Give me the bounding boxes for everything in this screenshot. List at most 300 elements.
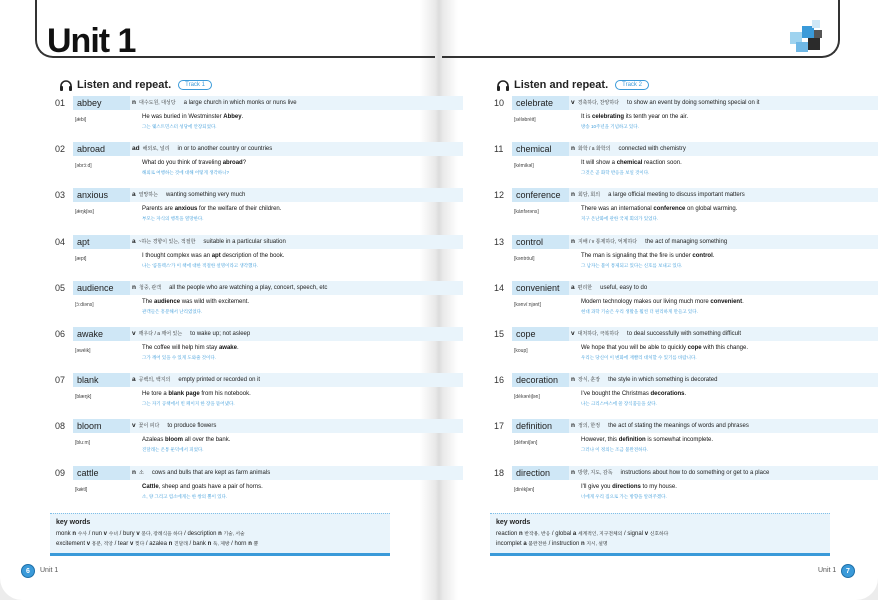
example-text: reaction soon.	[642, 160, 682, 167]
example-text: I'll give you	[581, 483, 613, 490]
separator: /	[550, 531, 556, 537]
example-text: on global warming.	[685, 206, 738, 213]
entry-word[interactable]: abroad	[73, 142, 131, 156]
example-text: Modern technology makes our living much more	[581, 298, 711, 305]
example-text: It is	[581, 114, 593, 120]
example-keyword: abroad	[222, 160, 243, 167]
pronunciation: [kəntróul]	[514, 255, 535, 262]
key-word-korean: 기술, 서술	[223, 532, 245, 537]
entry-definition	[571, 142, 686, 156]
example-sentence	[142, 391, 251, 397]
key-word: incomplet	[496, 541, 522, 547]
vocab-entry	[55, 419, 463, 465]
key-word: tear	[117, 541, 129, 547]
example-keyword: audience	[154, 298, 181, 305]
entry-head	[494, 142, 570, 156]
korean-meaning: 경축하다, 찬양하다	[577, 100, 620, 106]
english-definition: to wake up; not asleep	[190, 331, 251, 337]
entry-word[interactable]: convenient	[512, 281, 570, 295]
vocab-entry	[55, 466, 463, 512]
entry-head	[494, 327, 570, 341]
example-text: its tenth year on the air.	[624, 114, 689, 120]
example-translation: 지구 온난화에 관한 국제 회의가 있었다.	[581, 216, 659, 222]
example-text: description of the book.	[220, 252, 285, 259]
korean-meaning: 대처하다, 극복하다	[577, 331, 620, 337]
example-keyword: chemical	[616, 160, 643, 167]
entry-head	[494, 235, 570, 249]
track-badge[interactable]: Track 2	[615, 80, 649, 90]
vocab-entry	[494, 373, 878, 419]
example-text: to my house.	[640, 483, 677, 490]
entry-head	[55, 235, 131, 249]
part-of-speech: ad	[132, 145, 140, 153]
separator: /	[182, 531, 188, 537]
vocab-entry	[55, 188, 463, 234]
example-text: .	[241, 114, 244, 120]
entry-head	[55, 188, 131, 202]
korean-meaning: ~하는 경향이 있는, 적절한	[138, 238, 196, 245]
example-text: .	[236, 345, 239, 351]
example-text: .	[684, 391, 687, 398]
vocab-entry	[494, 188, 878, 234]
example-sentence	[142, 437, 230, 443]
pronunciation: [kǽtl]	[75, 486, 88, 493]
english-definition: the style in which something is decorated	[608, 377, 718, 384]
key-word-pos: v	[644, 531, 649, 537]
entry-word[interactable]: chemical	[512, 142, 570, 156]
example-sentence	[142, 345, 239, 351]
entry-definition	[571, 188, 745, 202]
english-definition: instructions about how to do something or get to a place	[620, 469, 770, 476]
example-keyword: anxious	[174, 206, 198, 213]
example-translation: 현대 과학 기술은 우리 생활을 훨씬 더 편리하게 만들고 있다.	[581, 308, 698, 314]
example-text: We hope that you will be able to quickly	[581, 345, 688, 351]
english-definition: a large church in which monks or nuns live	[183, 100, 297, 106]
pronunciation: [əwéik]	[75, 348, 91, 354]
english-definition: the act of managing something	[645, 238, 728, 245]
headphone-icon	[497, 80, 509, 91]
part-of-speech: n	[132, 99, 136, 106]
english-definition: suitable in a particular situation	[203, 238, 286, 245]
entry-definition	[132, 235, 286, 249]
korean-meaning: 공백의, 백지의	[138, 377, 171, 384]
entry-number: 08	[55, 421, 66, 432]
part-of-speech: v	[571, 99, 575, 106]
entry-head	[494, 466, 570, 480]
example-sentence	[142, 484, 263, 490]
key-word-pos: n	[168, 541, 173, 547]
example-translation: 우리는 당신이 이 변화에 재빨리 대처할 수 있기를 바랍니다.	[581, 355, 697, 360]
vocab-entry	[55, 142, 463, 188]
korean-meaning: 대수도원, 대성당	[138, 100, 176, 106]
entry-number: 14	[494, 282, 505, 293]
entry-definition	[571, 419, 749, 433]
korean-meaning: 깨우다 / a 깨어 있는	[138, 331, 183, 337]
korean-meaning: 화학 / a 화학의	[577, 146, 611, 153]
entry-head	[55, 466, 131, 480]
korean-meaning: 편리한	[577, 284, 593, 291]
example-text: Azaleas	[142, 437, 166, 444]
example-text: from his notebook.	[199, 391, 251, 398]
example-translation: 그는 자기 공책에서 빈 페이지 한 장을 뜯어냈다.	[142, 401, 235, 407]
english-definition: in or to another country or countries	[177, 146, 273, 153]
key-word: instruction	[551, 541, 580, 547]
example-translation: 그것은 곧 화학 반응을 보일 것이다.	[581, 170, 650, 176]
entry-word[interactable]: anxious	[73, 188, 131, 202]
example-keyword: control	[692, 252, 713, 259]
entry-word[interactable]: cattle	[73, 466, 131, 480]
part-of-speech: v	[132, 422, 136, 430]
part-of-speech: n	[571, 468, 575, 476]
section-head-left	[60, 79, 212, 91]
example-text: The man is signaling that the fire is under	[581, 252, 693, 259]
separator: /	[187, 541, 193, 547]
separator: /	[546, 541, 552, 547]
example-text: ?	[242, 160, 247, 167]
key-word-korean: 수녀	[108, 532, 118, 537]
example-keyword: apt	[211, 252, 221, 259]
key-word-korean: 뿔	[253, 542, 259, 547]
track-badge[interactable]: Track 1	[178, 80, 212, 90]
entry-word[interactable]: control	[512, 235, 570, 249]
key-word-pos: n	[207, 541, 212, 547]
example-text: for the welfare of their children.	[197, 206, 282, 213]
part-of-speech: n	[571, 376, 575, 384]
pronunciation: [ɔ́ːdiəns]	[75, 301, 94, 308]
part-of-speech: a	[132, 376, 136, 384]
english-definition: to deal successfully with something difficult	[627, 331, 741, 337]
korean-meaning: 열망하는	[138, 192, 158, 199]
example-translation: 해외로 여행하는 것에 대해 어떻게 생각하니?	[142, 170, 229, 176]
key-words-line	[496, 540, 608, 547]
key-word: monk	[56, 531, 71, 537]
entry-word[interactable]: celebrate	[512, 96, 570, 110]
example-translation: 나는 크리스마스에 쓸 장식품들을 샀다.	[581, 401, 657, 407]
key-word-pos: n	[218, 531, 222, 537]
key-word-pos: v	[103, 531, 108, 537]
entry-head	[55, 327, 131, 341]
page-number-right: 7	[841, 564, 855, 578]
example-sentence	[142, 299, 249, 305]
part-of-speech: a	[571, 283, 575, 291]
pronunciation: [blæŋk]	[75, 394, 92, 401]
example-text: .	[742, 298, 744, 305]
key-word-korean: 불완전한	[528, 542, 547, 547]
key-word-korean: 묻다, 장례식을 하다	[141, 532, 183, 537]
key-words-title: key words	[496, 519, 531, 526]
example-translation: 그는 웨스트민스터 성당에 안장되었다.	[142, 124, 217, 129]
entry-number: 13	[494, 236, 505, 247]
example-translation: 진달래는 온통 둔덕에서 피었다.	[142, 447, 204, 453]
key-word-pos: n	[580, 541, 585, 547]
example-sentence	[142, 253, 284, 259]
key-words-box-left	[50, 513, 390, 553]
section-title: Listen and repeat.	[77, 79, 172, 91]
key-word: horn	[234, 541, 247, 547]
example-text: I thought complex was an	[142, 252, 212, 259]
vocab-entry	[55, 373, 463, 419]
entry-definition	[132, 96, 297, 110]
pronunciation: [koup]	[514, 348, 528, 354]
vocab-entry	[55, 235, 463, 281]
example-text: There was an international	[581, 206, 654, 213]
key-word: reaction	[496, 531, 518, 537]
example-text: was wild with excitement.	[180, 298, 250, 305]
entry-word[interactable]: conference	[512, 188, 570, 202]
key-word-korean: 신호하다	[649, 532, 669, 537]
key-word-korean: 수사	[77, 532, 87, 537]
entry-head	[494, 281, 570, 295]
entry-definition	[571, 235, 727, 249]
example-sentence	[142, 160, 246, 166]
entry-definition	[132, 281, 327, 295]
vocab-entry	[55, 327, 463, 373]
entry-definition	[571, 96, 759, 110]
example-sentence	[142, 206, 281, 212]
cubes-logo-icon	[786, 16, 826, 56]
example-sentence	[581, 299, 744, 305]
example-text: He was buried in Westminster	[142, 114, 224, 120]
example-sentence	[581, 206, 737, 212]
example-sentence	[581, 345, 748, 351]
entry-number: 05	[55, 282, 66, 293]
key-word-pos: a	[572, 531, 577, 537]
pronunciation: [kémikəl]	[514, 163, 534, 170]
example-text: , sheep and goats have a pair of horns.	[158, 483, 263, 490]
entry-number: 11	[494, 144, 504, 155]
example-keyword: Cattle	[142, 483, 159, 490]
unit-title: Unit 1	[47, 22, 136, 60]
vocab-entry	[55, 96, 463, 142]
entry-number: 16	[494, 375, 505, 386]
example-keyword: bloom	[165, 437, 184, 444]
key-word-korean: 지시, 설명	[586, 542, 608, 547]
entry-word[interactable]: apt	[73, 235, 131, 249]
entry-definition	[132, 419, 216, 433]
section-title: Listen and repeat.	[514, 79, 609, 91]
key-word: excitement	[56, 541, 86, 547]
key-word: azalea	[149, 541, 167, 547]
korean-meaning: 청중, 관객	[138, 284, 162, 291]
example-translation: 소, 양 그리고 염소에게는 한 쌍의 뿔이 있다.	[142, 493, 228, 499]
entry-word[interactable]: cope	[512, 327, 570, 341]
example-sentence	[581, 437, 713, 443]
example-keyword: definition	[618, 437, 646, 444]
entry-head	[55, 281, 131, 295]
key-word-korean: 세계적인, 지구전체의	[577, 532, 623, 537]
key-word-korean: 진달래	[173, 542, 188, 547]
example-translation: 나는 '콤플렉스'가 이 책에 대한 적절한 설명이라고 생각했다.	[142, 262, 259, 268]
korean-meaning: 회담, 회의	[577, 192, 601, 199]
part-of-speech: n	[132, 468, 136, 476]
example-sentence	[142, 114, 243, 120]
example-translation: 부모는 자식의 행복을 열망한다.	[142, 216, 204, 222]
footer-unit-left: Unit 1	[40, 567, 59, 574]
separator: /	[112, 541, 118, 547]
example-sentence	[581, 253, 714, 259]
pronunciation: [séləbrèit]	[514, 117, 536, 123]
entry-head	[494, 373, 570, 387]
pronunciation: [æpt]	[75, 255, 87, 262]
example-text: It will show a	[581, 160, 617, 167]
key-word: bury	[122, 531, 135, 537]
part-of-speech: n	[132, 283, 136, 291]
entry-definition	[132, 188, 245, 202]
example-translation: 그러나 이 정의는 조금 불완전하다.	[581, 447, 649, 453]
key-words-line	[56, 540, 258, 547]
example-text: .	[712, 252, 715, 259]
entry-head	[55, 419, 131, 433]
entry-head	[494, 188, 570, 202]
entry-definition	[571, 373, 718, 387]
part-of-speech: a	[132, 191, 136, 199]
example-translation: 그 남자는 불이 통제되고 있다는 신호를 보내고 있다.	[581, 262, 683, 268]
vocab-entry	[494, 327, 878, 373]
headphone-icon	[60, 80, 72, 91]
key-word-pos: n	[519, 531, 523, 537]
separator: /	[117, 531, 123, 537]
key-word: global	[555, 531, 572, 537]
entry-number: 09	[55, 467, 66, 478]
entry-number: 12	[494, 190, 505, 201]
example-translation: 그가 깨어 있을 수 있게 도와줄 것이다.	[142, 355, 216, 360]
entry-word[interactable]: awake	[73, 327, 131, 341]
english-definition: a large official meeting to discuss important matters	[608, 192, 745, 199]
korean-meaning: 꽃이 피다	[138, 423, 160, 430]
separator: /	[144, 541, 150, 547]
vocab-entry	[55, 281, 463, 327]
vocab-entry	[494, 142, 878, 188]
entry-definition	[132, 373, 260, 387]
entry-number: 17	[494, 421, 505, 432]
entry-head	[55, 142, 131, 156]
entry-number: 01	[55, 98, 66, 108]
entry-word[interactable]: audience	[73, 281, 131, 295]
example-keyword: cope	[687, 345, 702, 351]
korean-meaning: 정의, 한정	[577, 423, 601, 430]
english-definition: wanting something very much	[165, 192, 246, 199]
separator: /	[229, 541, 235, 547]
pronunciation: [ǽŋkʃəs]	[75, 209, 94, 216]
key-word: signal	[627, 531, 644, 537]
footer-unit-right: Unit 1	[818, 567, 837, 574]
english-definition: the act of stating the meanings of words and phrases	[608, 423, 749, 430]
key-words-title: key words	[56, 519, 91, 526]
example-keyword: convenient	[710, 298, 743, 305]
pronunciation: [kánfərəns]	[514, 209, 539, 216]
example-keyword: celebrating	[592, 114, 625, 120]
entry-number: 10	[494, 98, 505, 108]
entry-head	[55, 96, 131, 110]
entry-word[interactable]: abbey	[73, 96, 131, 110]
korean-meaning: 해외로, 널리	[142, 146, 170, 153]
example-sentence	[581, 114, 688, 120]
entry-word[interactable]: direction	[512, 466, 570, 480]
entry-definition	[571, 327, 741, 341]
key-words-line	[496, 530, 668, 537]
key-word-pos: v	[129, 541, 134, 547]
separator: /	[86, 531, 92, 537]
entry-number: 03	[55, 190, 66, 201]
key-words-underline	[50, 553, 390, 556]
pronunciation: [əbrɔ́ːd]	[75, 163, 92, 170]
entry-word[interactable]: definition	[512, 419, 570, 433]
english-definition: all the people who are watching a play, concert, speech, etc	[169, 284, 328, 291]
title-bar-right	[442, 0, 840, 58]
key-word: bank	[192, 541, 206, 547]
entry-definition	[571, 466, 769, 480]
entry-word[interactable]: bloom	[73, 419, 131, 433]
pronunciation: [dirékʃən]	[514, 486, 535, 493]
key-word-korean: 흥분, 격앙	[91, 542, 113, 547]
vocab-entry	[494, 235, 878, 281]
example-text: with this change.	[701, 345, 748, 351]
entry-word[interactable]: blank	[73, 373, 131, 387]
entry-head	[494, 419, 570, 433]
entry-definition	[132, 142, 272, 156]
korean-meaning: 장식, 훈장	[577, 377, 601, 384]
part-of-speech: n	[571, 237, 575, 245]
part-of-speech: v	[132, 330, 136, 337]
entry-head	[494, 96, 570, 110]
key-words-box-right	[490, 513, 830, 553]
entry-definition	[132, 327, 250, 341]
english-definition: cows and bulls that are kept as farm animals	[151, 469, 271, 476]
example-keyword: awake	[218, 345, 237, 351]
vocab-entry	[494, 419, 878, 465]
example-keyword: decorations	[650, 391, 685, 398]
english-definition: to show an event by doing something special on it	[627, 100, 760, 106]
vocab-entry	[494, 281, 878, 327]
example-keyword: conference	[653, 206, 686, 213]
key-word-korean: 반작용, 반응	[524, 532, 551, 537]
separator: /	[622, 531, 628, 537]
example-sentence	[581, 160, 682, 166]
part-of-speech: a	[132, 237, 136, 245]
pronunciation: [ǽbi]	[75, 117, 87, 123]
example-translation: 관객들은 흥분해서 난리였었다.	[142, 308, 203, 314]
example-text: all over the bank.	[183, 437, 231, 444]
entry-number: 18	[494, 467, 505, 478]
key-word-pos: v	[86, 541, 91, 547]
page-number-left: 6	[21, 564, 35, 578]
key-words-line	[56, 530, 245, 537]
entry-word[interactable]: decoration	[512, 373, 570, 387]
example-text: However, this	[581, 437, 619, 444]
part-of-speech: n	[571, 145, 575, 153]
example-sentence	[581, 391, 686, 397]
entry-head	[55, 373, 131, 387]
pronunciation: [dèfəníʃən]	[514, 440, 538, 447]
example-sentence	[581, 484, 677, 490]
entry-number: 15	[494, 329, 505, 339]
key-word-pos: n	[248, 541, 252, 547]
key-word-korean: 찢다	[134, 542, 145, 547]
part-of-speech: v	[571, 330, 575, 337]
vocab-entry	[494, 466, 878, 512]
english-definition: to produce flowers	[167, 423, 217, 430]
key-words-underline	[490, 553, 830, 556]
korean-meaning: 소	[138, 469, 144, 476]
key-word: nun	[91, 531, 102, 537]
pronunciation: [dèkəréiʃən]	[514, 394, 540, 401]
key-word: description	[187, 531, 217, 537]
english-definition: empty printed or recorded on it	[178, 377, 261, 384]
key-word-korean: 둑, 제방	[212, 542, 230, 547]
example-keyword: directions	[612, 483, 641, 490]
pronunciation: [bluːm]	[75, 440, 91, 447]
english-definition: useful, easy to do	[600, 284, 648, 291]
